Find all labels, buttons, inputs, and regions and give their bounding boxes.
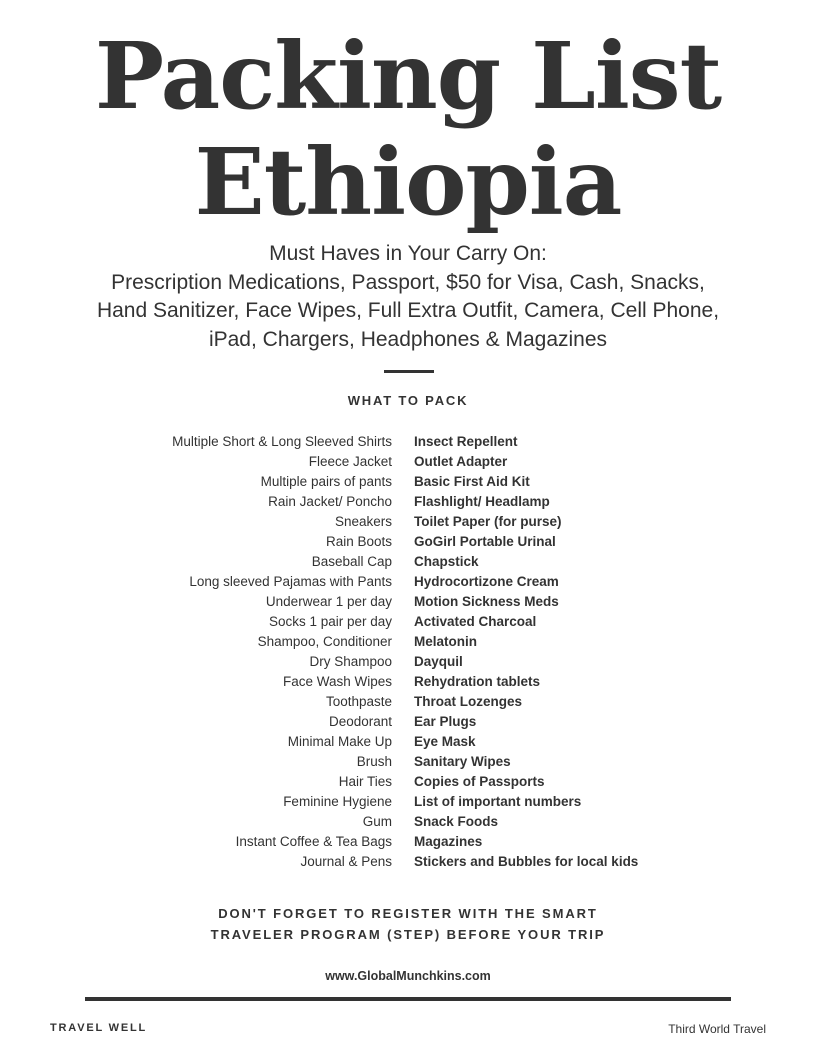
list-item: Long sleeved Pajamas with Pants [189,574,392,589]
list-item: Rain Boots [325,534,392,549]
list-item: Activated Charcoal [414,614,537,629]
list-item: Rain Jacket/ Poncho [268,494,392,509]
list-item: Motion Sickness Meds [414,594,559,609]
list-item: Journal & Pens [300,854,392,869]
list-item: Rehydration tablets [414,674,541,689]
footer-tagline: TRAVEL WELL [50,1022,147,1034]
divider-long [85,997,731,1001]
reminder-line: TRAVELER PROGRAM (STEP) BEFORE YOUR TRIP [210,927,606,942]
list-item: Face Wash Wipes [282,674,392,689]
list-item: Toothpaste [325,694,392,709]
list-item: Melatonin [414,634,477,649]
list-item: Dry Shampoo [309,654,392,669]
list-item: Instant Coffee & Tea Bags [235,834,392,849]
list-item: GoGirl Portable Urinal [414,534,556,549]
carry-on-line: Prescription Medications, Passport, $50 for Visa, Cash, Snacks, [111,270,705,294]
list-item: Underwear 1 per day [265,594,392,609]
list-item: Sneakers [334,514,392,529]
list-item: Dayquil [414,654,463,669]
list-item: Gum [362,814,392,829]
page-title-line-1: Packing List [94,22,722,130]
list-item: Feminine Hygiene [283,794,392,809]
list-item: Socks 1 pair per day [268,614,392,629]
page-title-line-2: Ethiopia [194,128,622,236]
list-item: Flashlight/ Headlamp [414,494,550,509]
list-item: Toilet Paper (for purse) [414,514,562,529]
list-item: Chapstick [414,554,479,569]
list-item: Baseball Cap [311,554,392,569]
website-link[interactable]: www.GlobalMunchkins.com [325,969,491,983]
footer-category: Third World Travel [668,1022,766,1036]
left-item-list [172,432,392,872]
list-item: Basic First Aid Kit [414,474,530,489]
list-item: Deodorant [328,714,392,729]
carry-on-heading: Must Haves in Your Carry On: [269,242,547,265]
carry-on-line: Hand Sanitizer, Face Wipes, Full Extra Outfit, Camera, Cell Phone, [96,299,720,322]
list-item: Outlet Adapter [414,454,508,469]
list-item: Shampoo, Conditioner [257,634,392,649]
list-item: Minimal Make Up [287,734,392,749]
list-item: Magazines [414,834,483,849]
right-item-list [414,432,638,872]
list-item: Stickers and Bubbles for local kids [414,854,639,869]
list-item: Ear Plugs [414,714,477,729]
divider-short [384,370,434,373]
list-item: Brush [356,754,392,769]
list-item: Multiple pairs of pants [260,474,392,489]
list-item: Throat Lozenges [414,694,523,709]
carry-on-block [40,240,776,354]
list-item: Eye Mask [414,734,476,749]
list-item: List of important numbers [414,794,582,809]
section-heading: WHAT TO PACK [347,393,469,408]
reminder-line: DON'T FORGET TO REGISTER WITH THE SMART [218,906,598,921]
register-reminder [0,903,816,945]
list-item: Copies of Passports [414,774,545,789]
list-item: Hydrocortizone Cream [414,574,559,589]
list-item: Hair Ties [338,774,392,789]
list-item: Multiple Short & Long Sleeved Shirts [172,434,392,449]
carry-on-line: iPad, Chargers, Headphones & Magazines [208,327,608,351]
list-item: Insect Repellent [414,434,518,449]
list-item: Sanitary Wipes [414,754,511,769]
list-item: Snack Foods [414,814,499,829]
list-item: Fleece Jacket [308,454,392,469]
